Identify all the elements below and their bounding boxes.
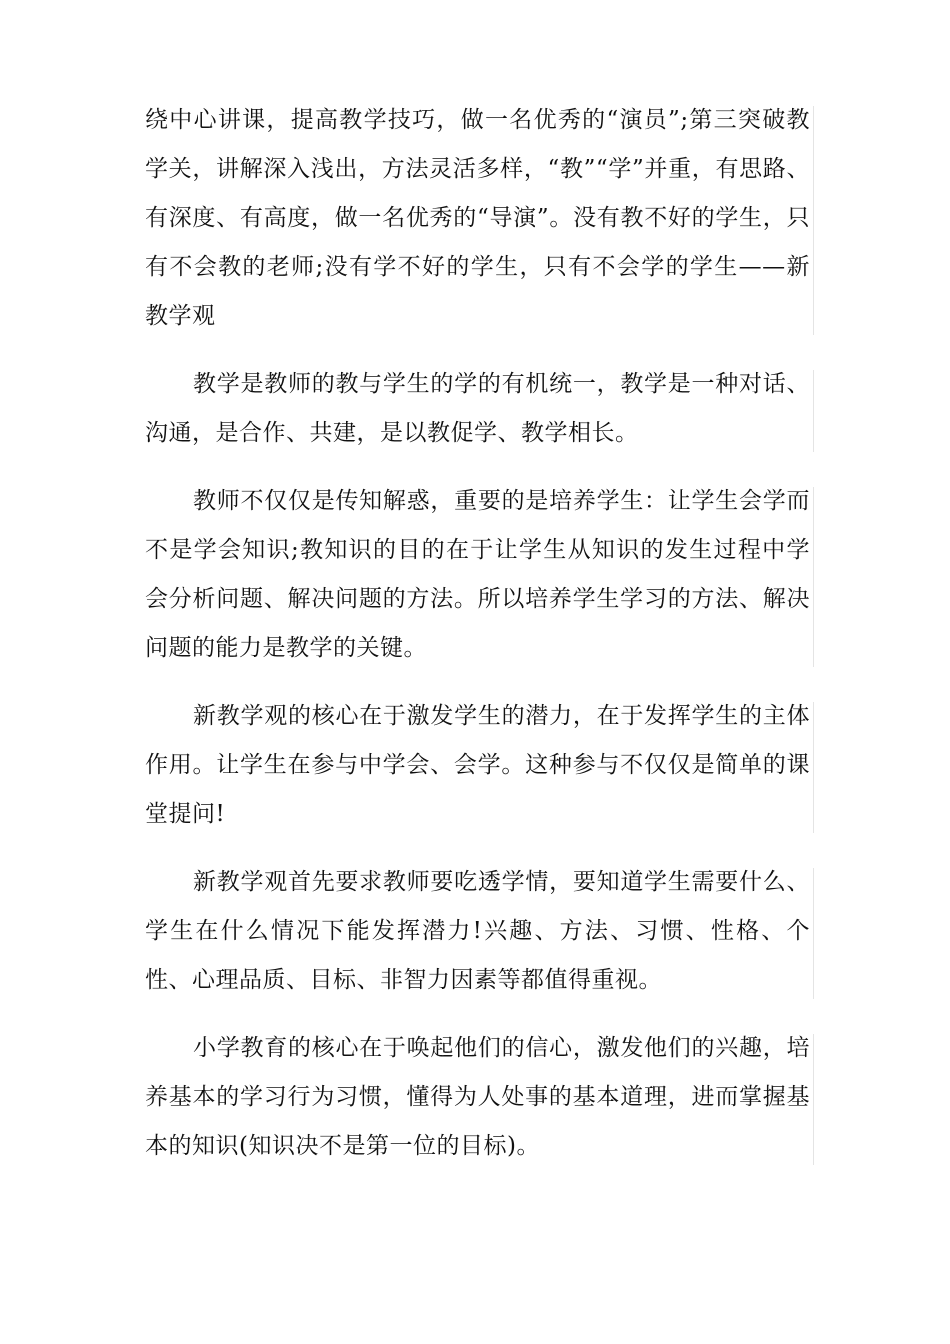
paragraph-3: 教师不仅仅是传知解惑，重要的是培养学生：让学生会学而不是学会知识;教知识的目的在于让学生从知识的发生过程中学会分析问题、解决问题的方法。所以培养学生学习的方法、解决问题的能力是教学的关键。 <box>145 477 810 673</box>
paragraph-6: 小学教育的核心在于唤起他们的信心，激发他们的兴趣，培养基本的学习行为习惯，懂得为人处事的基本道理，进而掌握基本的知识(知识决不是第一位的目标)。 <box>145 1024 810 1171</box>
paragraph-4: 新教学观的核心在于激发学生的潜力，在于发挥学生的主体作用。让学生在参与中学会、会学。这种参与不仅仅是简单的课堂提问! <box>145 692 810 839</box>
paragraph-2: 教学是教师的教与学生的学的有机统一，教学是一种对话、沟通，是合作、共建，是以教促学、教学相长。 <box>145 360 810 458</box>
paragraph-5: 新教学观首先要求教师要吃透学情，要知道学生需要什么、学生在什么情况下能发挥潜力!兴趣、方法、习惯、性格、个性、心理品质、目标、非智力因素等都值得重视。 <box>145 858 810 1005</box>
paragraph-1: 绕中心讲课，提高教学技巧，做一名优秀的“演员”;第三突破教学关，讲解深入浅出，方法灵活多样，“教”“学”并重，有思路、有深度、有高度，做一名优秀的“导演”。没有教不好的学生，只有不会教的老师;没有学不好的学生，只有不会学的学生——新教学观 <box>145 96 810 341</box>
document-page <box>145 96 810 1171</box>
